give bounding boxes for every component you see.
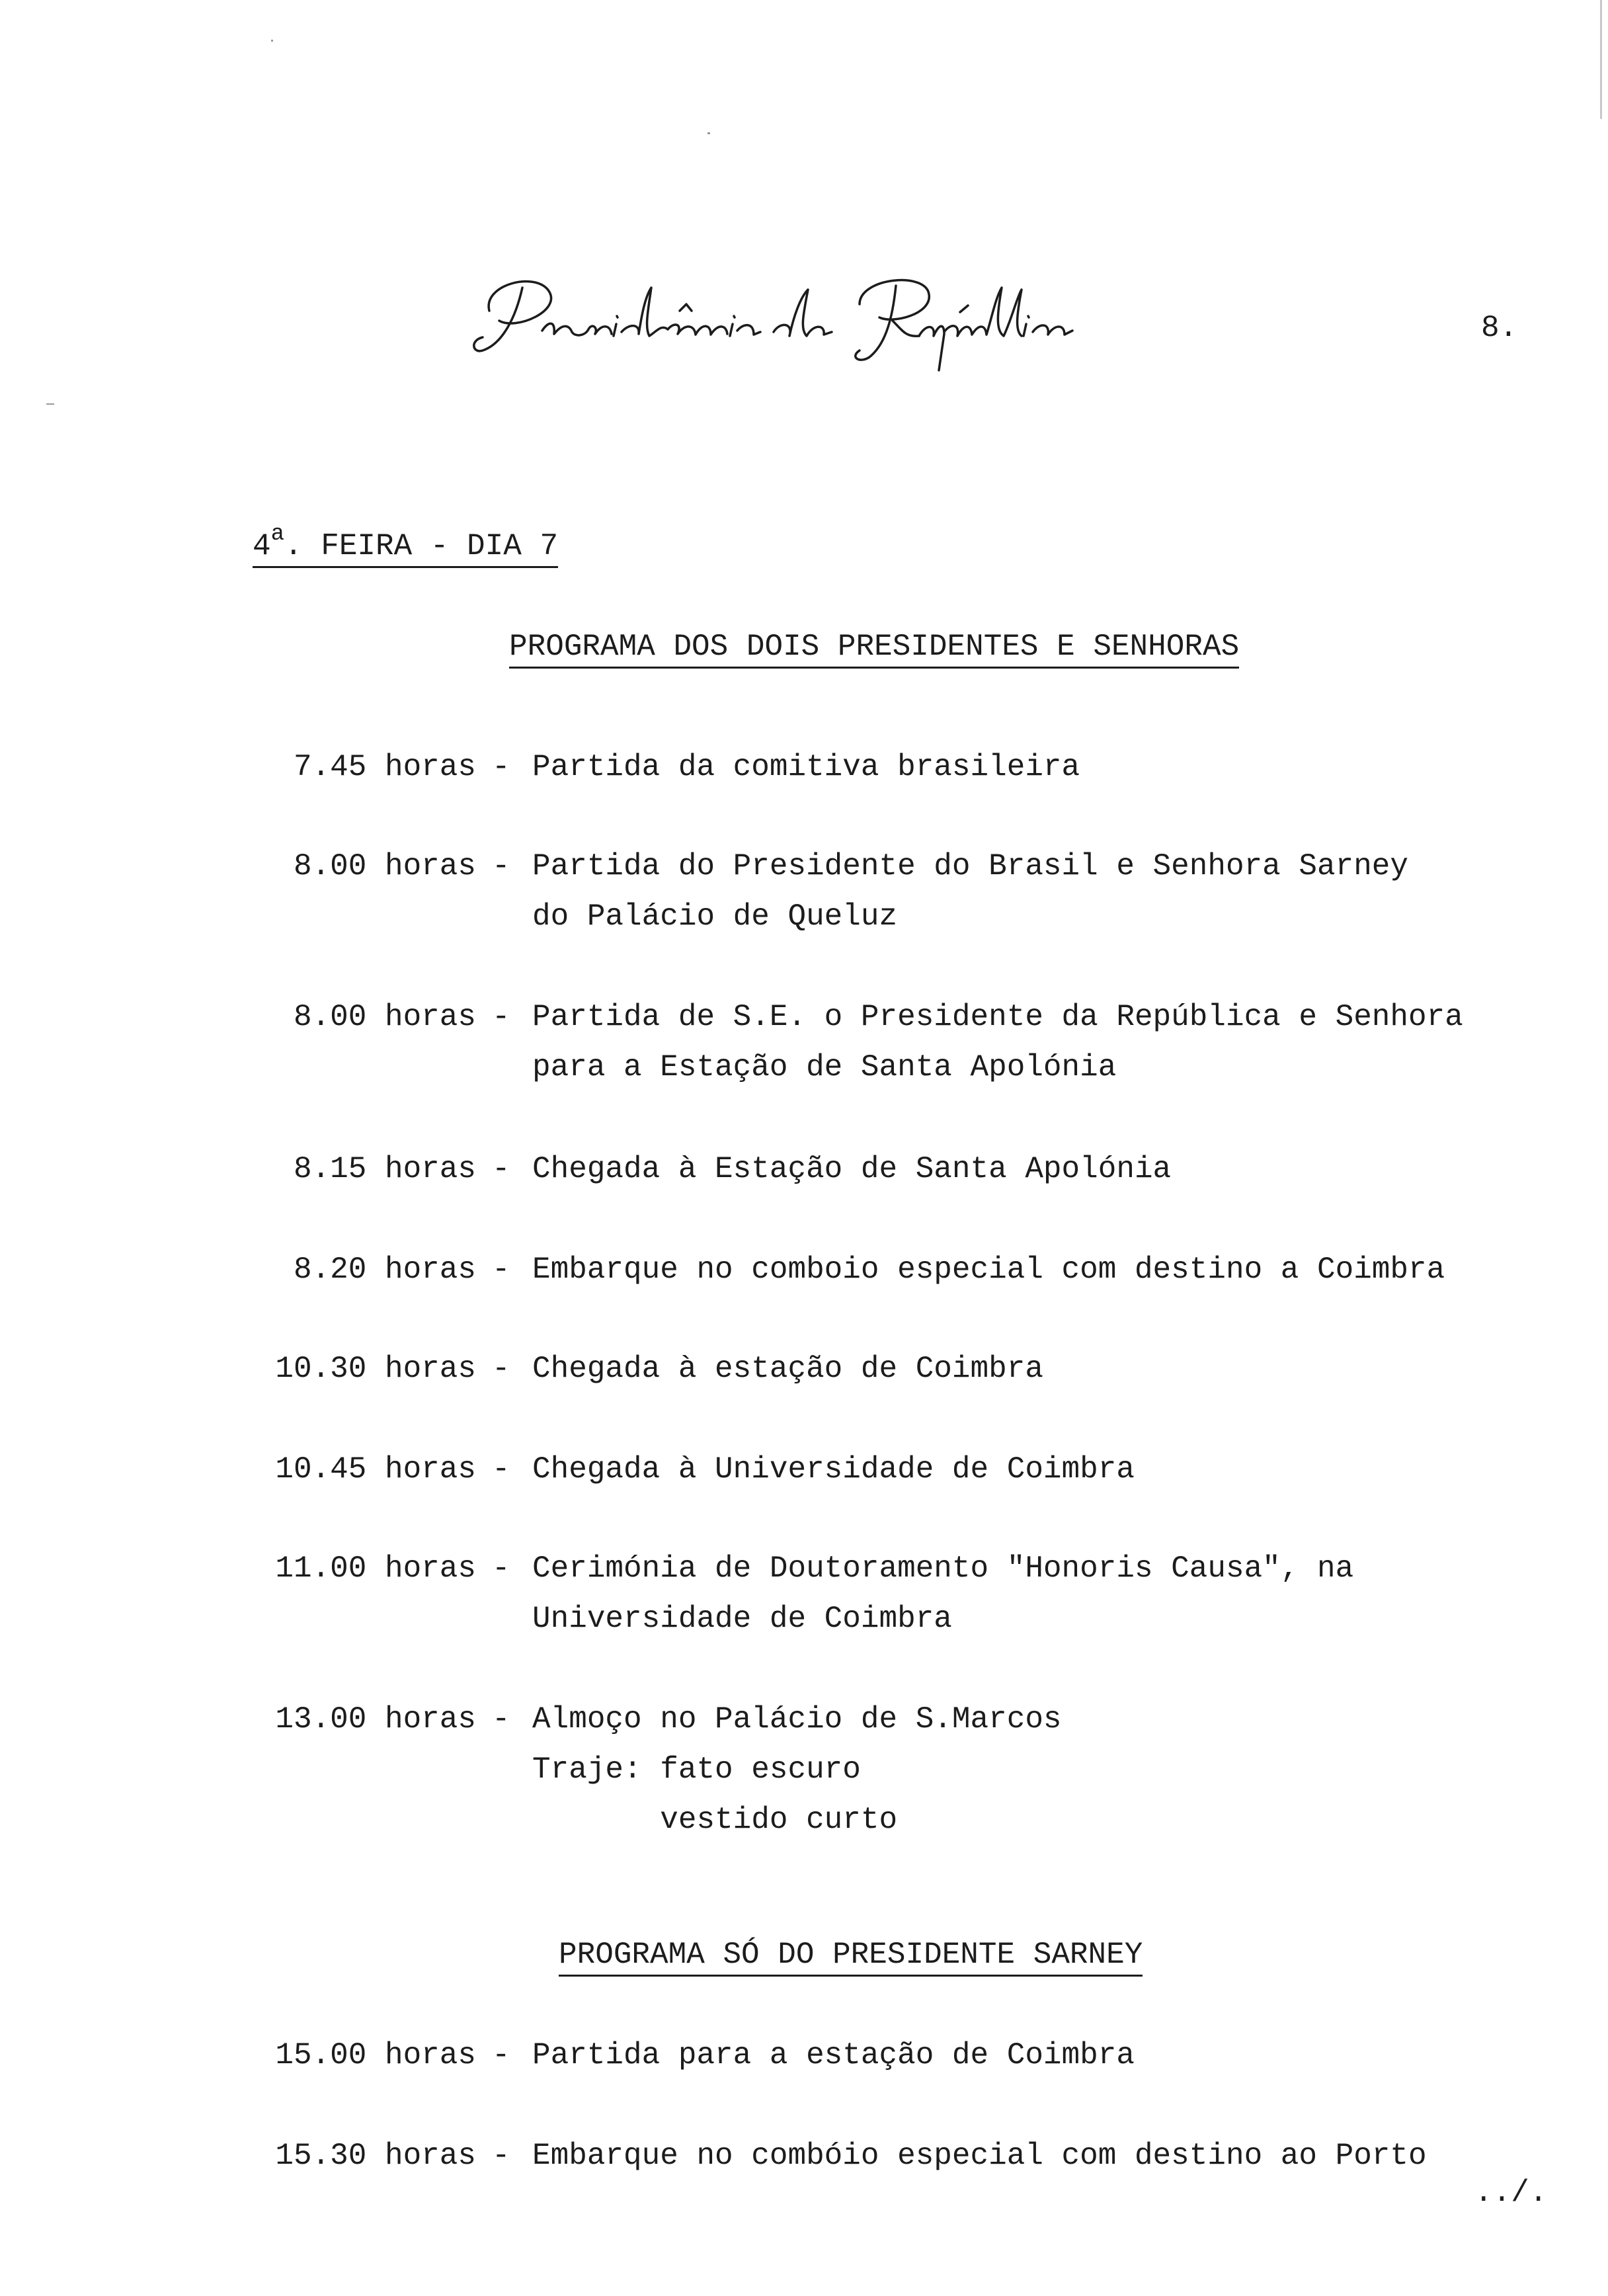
- entry-dash: -: [492, 1452, 510, 1487]
- entry-time: 10.45 horas: [275, 1452, 476, 1487]
- day-heading-text: . FEIRA - DIA 7: [284, 529, 559, 563]
- entry-text: Partida de S.E. o Presidente da República e Senhora: [532, 1000, 1463, 1034]
- entry-dash: -: [492, 750, 510, 784]
- page-number: 8.: [1481, 311, 1518, 345]
- scan-speck: [46, 403, 54, 405]
- scan-edge: [1600, 0, 1602, 119]
- entry-dash: -: [492, 1152, 510, 1186]
- section-title-sarney-program: PROGRAMA SÓ DO PRESIDENTE SARNEY: [559, 1938, 1143, 1977]
- entry-text: Cerimónia de Doutoramento "Honoris Causa", na: [532, 1551, 1354, 1586]
- entry-dash: -: [492, 1551, 510, 1586]
- entry-time: 13.00 horas: [275, 1702, 476, 1737]
- section-title-joint-program: PROGRAMA DOS DOIS PRESIDENTES E SENHORAS: [509, 630, 1239, 669]
- entry-time: 7.45 horas: [293, 750, 476, 784]
- entry-text: vestido curto: [532, 1803, 898, 1837]
- continuation-mark: ../.: [1474, 2176, 1548, 2210]
- entry-text: Embarque no combóio especial com destino ao Porto: [532, 2139, 1427, 2173]
- entry-dash: -: [492, 1352, 510, 1386]
- entry-dash: -: [492, 1252, 510, 1287]
- entry-text: Chegada à Estação de Santa Apolónia: [532, 1152, 1172, 1186]
- entry-time: 11.00 horas: [275, 1551, 476, 1586]
- entry-text: Chegada à estação de Coimbra: [532, 1352, 1043, 1386]
- entry-text: Almoço no Palácio de S.Marcos: [532, 1702, 1062, 1737]
- day-ordinal-superscript: a: [270, 521, 285, 547]
- entry-text: Partida da comitiva brasileira: [532, 750, 1080, 784]
- day-ordinal: 4: [253, 529, 271, 563]
- entry-dash: -: [492, 1000, 510, 1034]
- letterhead-logo: [463, 258, 1098, 384]
- entry-text: para a Estação de Santa Apolónia: [532, 1050, 1117, 1085]
- entry-time: 15.00 horas: [275, 2038, 476, 2072]
- entry-text: Universidade de Coimbra: [532, 1602, 952, 1636]
- entry-time: 8.00 horas: [293, 1000, 476, 1034]
- entry-text: Partida para a estação de Coimbra: [532, 2038, 1135, 2072]
- entry-dash: -: [492, 849, 510, 883]
- entry-time: 8.15 horas: [293, 1152, 476, 1186]
- entry-dash: -: [492, 2038, 510, 2072]
- entry-text: do Palácio de Queluz: [532, 899, 898, 934]
- entry-text: Partida do Presidente do Brasil e Senhora Sarney: [532, 849, 1409, 883]
- entry-text: Traje: fato escuro: [532, 1752, 861, 1787]
- entry-time: 15.30 horas: [275, 2139, 476, 2173]
- entry-dash: -: [492, 1702, 510, 1737]
- entry-text: Embarque no comboio especial com destino a Coimbra: [532, 1252, 1445, 1287]
- entry-time: 10.30 horas: [275, 1352, 476, 1386]
- letterhead-script-icon: [463, 258, 1098, 384]
- entry-time: 8.20 horas: [293, 1252, 476, 1287]
- entry-time: 8.00 horas: [293, 849, 476, 883]
- day-heading: [253, 521, 559, 563]
- entry-dash: -: [492, 2139, 510, 2173]
- day-heading-underlined: [253, 521, 559, 568]
- entry-text: Chegada à Universidade de Coimbra: [532, 1452, 1135, 1487]
- scan-speck: [271, 40, 273, 42]
- scan-speck: [707, 132, 710, 134]
